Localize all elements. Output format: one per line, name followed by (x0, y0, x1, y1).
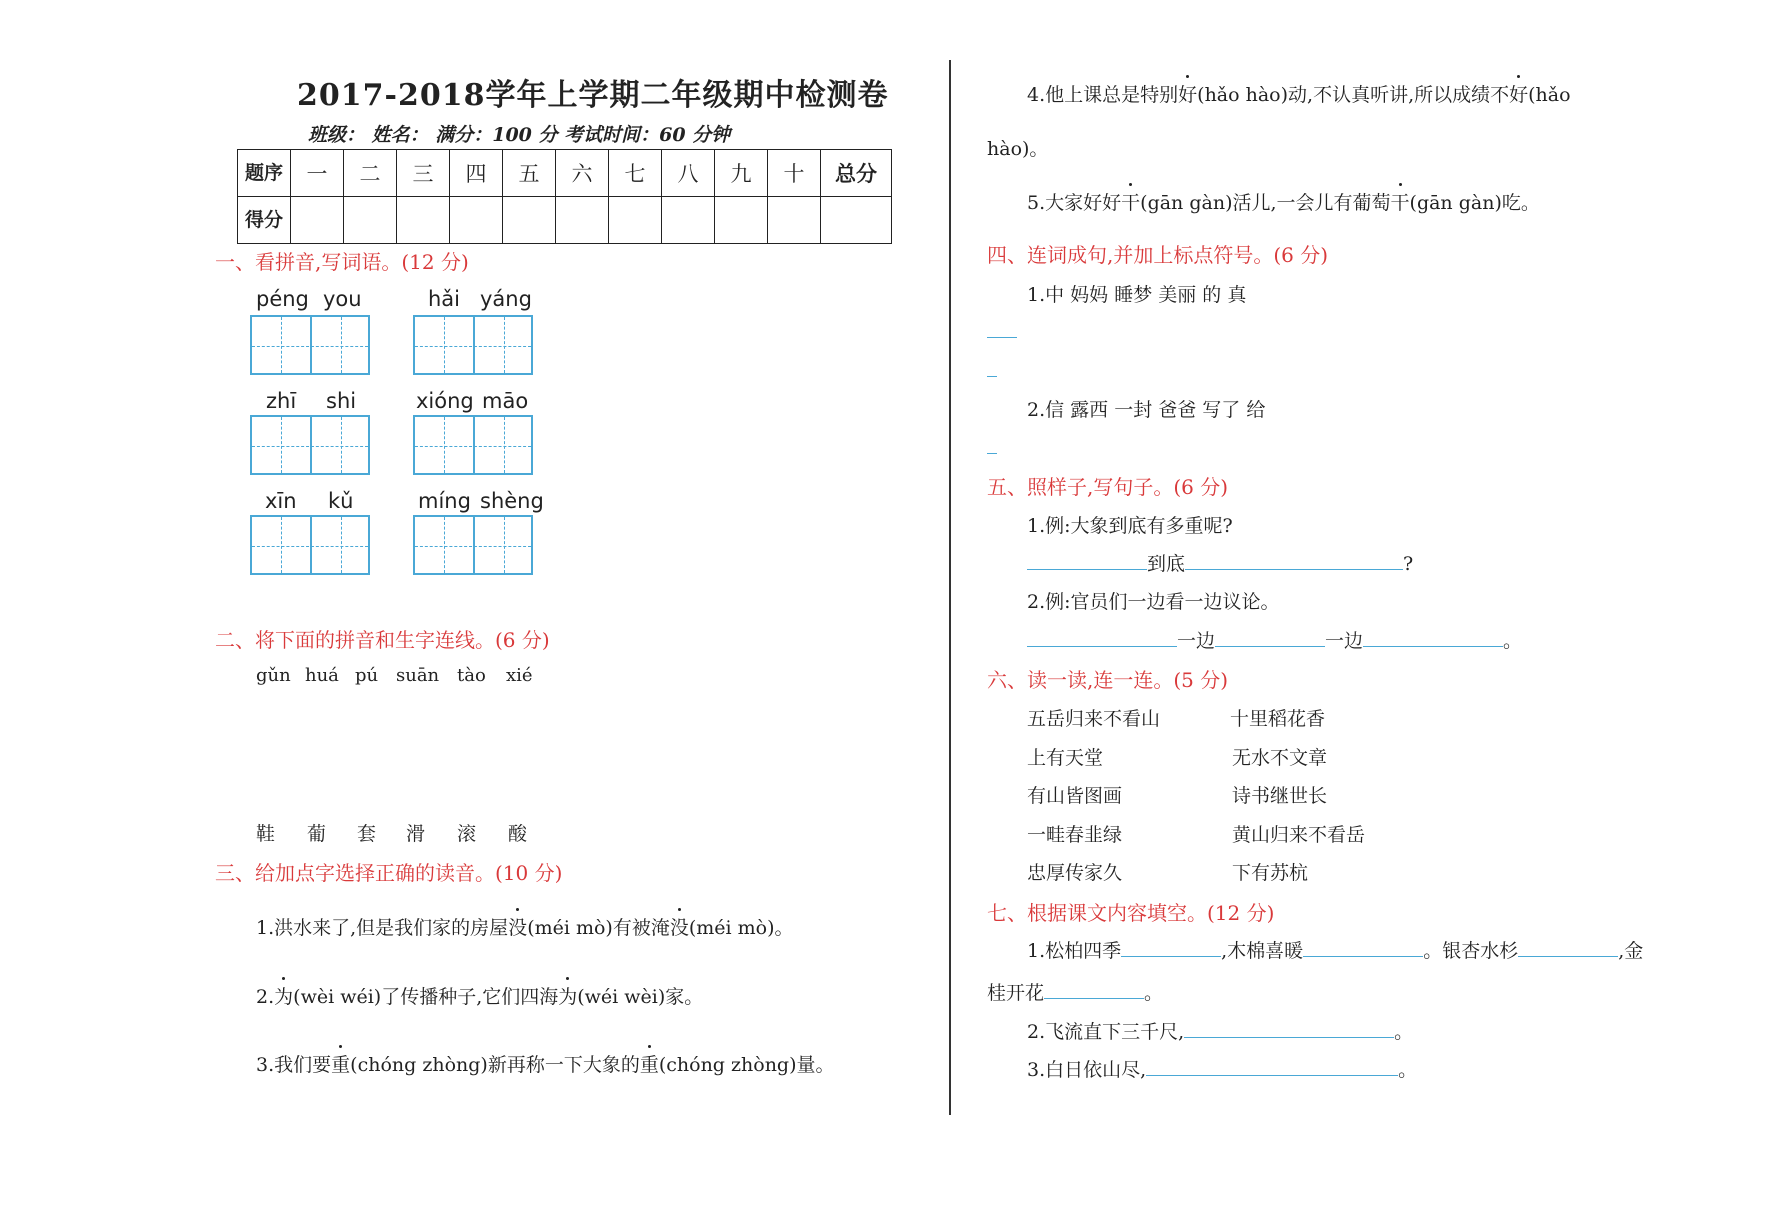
dotted-char: 没 (670, 913, 689, 940)
q-text: (chóng zhòng)量。 (658, 1054, 835, 1076)
pinyin-label: māo (482, 389, 529, 413)
char-item[interactable]: 滑 (406, 823, 426, 845)
question-4-1: 1.中 妈妈 睡梦 美丽 的 真 (1027, 284, 1247, 306)
blank[interactable] (1027, 628, 1177, 647)
q-text: 3.白日依山尽, (1027, 1059, 1147, 1081)
pinyin-item[interactable]: pú (355, 665, 379, 686)
pinyin-label: kǔ (328, 489, 354, 513)
question-7-2 (1027, 1017, 1413, 1044)
score-cell[interactable] (609, 197, 662, 244)
writing-grid[interactable] (250, 315, 370, 375)
question-4-2: 2.信 露西 一封 爸爸 写了 给 (1027, 399, 1266, 421)
answer-line[interactable] (987, 376, 997, 377)
match-right[interactable]: 十里稻花香 (1230, 708, 1326, 730)
score-row1-label: 题序 (238, 150, 291, 197)
dotted-char: 为 (558, 982, 577, 1009)
score-cell[interactable] (715, 197, 768, 244)
q-text: 4.他上课总是特别 (1027, 84, 1179, 106)
char-item[interactable]: 套 (357, 823, 377, 845)
question-3-5 (1027, 188, 1540, 215)
section6-heading: 六、读一读,连一连。(5 分) (987, 668, 1229, 692)
q-text: 5.大家好好 (1027, 192, 1122, 214)
score-cell[interactable] (503, 197, 556, 244)
section4-heading: 四、连词成句,并加上标点符号。(6 分) (987, 243, 1329, 267)
dotted-char: 重 (640, 1050, 659, 1077)
q-text: 3.我们要 (256, 1054, 332, 1076)
blank[interactable] (1215, 628, 1325, 647)
dotted-char: 重 (331, 1050, 350, 1077)
char-item[interactable]: 葡 (307, 823, 327, 845)
answer-line[interactable] (987, 337, 1017, 338)
dotted-char: 为 (274, 982, 293, 1009)
pinyin-item[interactable]: suān (396, 665, 440, 686)
q-text: (wéi wèi)家。 (577, 986, 704, 1008)
pinyin-label: you (323, 287, 362, 311)
question-7-3 (1027, 1055, 1417, 1082)
question-3-1 (256, 913, 794, 940)
writing-grid[interactable] (250, 515, 370, 575)
q-text: 2. (256, 986, 275, 1008)
q-text: 桂开花 (987, 982, 1045, 1004)
score-cell[interactable] (450, 197, 503, 244)
match-right[interactable]: 黄山归来不看岳 (1232, 824, 1366, 846)
q-text: ,木棉喜暖 (1221, 940, 1304, 962)
pinyin-label: péng (256, 287, 309, 311)
score-table (237, 149, 892, 244)
score-col-9: 九 (715, 150, 768, 197)
q-text: 。 (1398, 1059, 1418, 1081)
answer-5-2 (1027, 626, 1522, 653)
score-col-3: 三 (397, 150, 450, 197)
page-title: 2017-2018学年上学期二年级期中检测卷 (297, 78, 889, 113)
blank[interactable] (1303, 938, 1423, 957)
q-text: (wèi wéi)了传播种子,它们四海 (293, 986, 559, 1008)
pinyin-item[interactable]: tào (457, 665, 486, 686)
pinyin-label: zhī (266, 389, 297, 413)
pinyin-label: yáng (480, 287, 532, 311)
pinyin-label: hǎi (428, 287, 461, 311)
pinyin-label: míng (418, 489, 471, 513)
score-col-4: 四 (450, 150, 503, 197)
blank[interactable] (1027, 551, 1147, 570)
score-cell[interactable] (768, 197, 821, 244)
pinyin-item[interactable]: xié (506, 665, 533, 686)
question-3-2 (256, 982, 703, 1009)
q-text: (gān gàn)活儿,一会儿有葡萄 (1140, 192, 1391, 214)
answer-line[interactable] (987, 453, 997, 454)
q-text: 。银杏水杉 (1423, 940, 1519, 962)
pinyin-label: shi (326, 389, 357, 413)
answer-5-1 (1027, 549, 1413, 576)
match-left[interactable]: 一畦春韭绿 (1027, 824, 1123, 846)
blank[interactable] (1363, 628, 1503, 647)
writing-grid[interactable] (413, 515, 533, 575)
section1-heading: 一、看拼音,写词语。(12 分) (215, 250, 469, 274)
q-text: ? (1403, 553, 1414, 575)
pinyin-item[interactable]: gǔn (256, 665, 291, 686)
score-col-2: 二 (344, 150, 397, 197)
match-right[interactable]: 诗书继世长 (1232, 785, 1328, 807)
question-7-1 (1027, 936, 1643, 963)
dotted-char: 好 (1178, 80, 1197, 107)
dotted-char: 好 (1509, 80, 1528, 107)
score-cell[interactable] (344, 197, 397, 244)
match-right[interactable]: 无水不文章 (1232, 747, 1328, 769)
section2-heading: 二、将下面的拼音和生字连线。(6 分) (215, 628, 550, 652)
score-col-total: 总分 (821, 150, 892, 197)
writing-grid[interactable] (413, 315, 533, 375)
dotted-char: 干 (1121, 188, 1140, 215)
q-text: 1.松柏四季 (1027, 940, 1122, 962)
q-text: (chóng zhòng)新再称一下大象的 (350, 1054, 640, 1076)
match-left[interactable]: 上有天堂 (1027, 747, 1104, 769)
pinyin-label: shèng (480, 489, 544, 513)
question-3-4-cont: hào)。 (987, 138, 1049, 160)
match-left[interactable]: 五岳归来不看山 (1027, 708, 1161, 730)
score-cell[interactable] (291, 197, 344, 244)
char-item[interactable]: 滚 (457, 823, 477, 845)
q-text: 一边 (1325, 630, 1364, 652)
blank[interactable] (1185, 551, 1403, 570)
q-text: 。 (1394, 1021, 1414, 1043)
score-cell[interactable] (662, 197, 715, 244)
score-col-7: 七 (609, 150, 662, 197)
column-divider (949, 60, 951, 1115)
pinyin-label: xióng (416, 389, 474, 413)
q-text: (méi mò)有被淹 (527, 917, 670, 939)
score-col-10: 十 (768, 150, 821, 197)
score-cell[interactable] (821, 197, 892, 244)
dotted-char: 干 (1391, 188, 1410, 215)
writing-grid[interactable] (250, 415, 370, 475)
q-text: 。 (1144, 982, 1164, 1004)
match-left[interactable]: 忠厚传家久 (1027, 862, 1123, 884)
writing-grid[interactable] (413, 415, 533, 475)
q-text: (méi mò)。 (688, 917, 794, 939)
q-text: (hǎo (1528, 84, 1571, 106)
section3-heading: 三、给加点字选择正确的读音。(10 分) (215, 861, 563, 885)
blank[interactable] (1146, 1057, 1398, 1076)
question-3-3 (256, 1050, 835, 1077)
score-row2-label: 得分 (238, 197, 291, 244)
pinyin-label: xīn (265, 489, 297, 513)
score-col-5: 五 (503, 150, 556, 197)
score-col-6: 六 (556, 150, 609, 197)
section5-heading: 五、照样子,写句子。(6 分) (987, 475, 1229, 499)
score-col-8: 八 (662, 150, 715, 197)
dotted-char: 没 (508, 913, 527, 940)
q-text: ,金 (1618, 940, 1644, 962)
q-text: 到底 (1147, 553, 1186, 575)
exam-info: 班级： 姓名： 满分：100 分 考试时间：60 分钟 (308, 124, 731, 146)
q-text: 2.飞流直下三千尺, (1027, 1021, 1185, 1043)
pinyin-item[interactable]: huá (305, 665, 339, 686)
question-5-2: 2.例:官员们一边看一边议论。 (1027, 591, 1280, 613)
score-cell[interactable] (397, 197, 450, 244)
blank[interactable] (1518, 938, 1618, 957)
question-5-1: 1.例:大象到底有多重呢? (1027, 515, 1233, 537)
question-3-4 (1027, 80, 1571, 107)
section7-heading: 七、根据课文内容填空。(12 分) (987, 901, 1275, 925)
score-cell[interactable] (556, 197, 609, 244)
score-col-1: 一 (291, 150, 344, 197)
question-7-1-cont (987, 978, 1163, 1005)
match-left[interactable]: 有山皆图画 (1027, 785, 1123, 807)
q-text: 一边 (1177, 630, 1216, 652)
q-text: (gān gàn)吃。 (1409, 192, 1540, 214)
q-text: (hǎo hào)动,不认真听讲,所以成绩不 (1197, 84, 1510, 106)
blank[interactable] (1121, 938, 1221, 957)
char-item[interactable]: 酸 (508, 823, 528, 845)
blank[interactable] (1044, 980, 1144, 999)
char-item[interactable]: 鞋 (256, 823, 276, 845)
q-text: 1.洪水来了,但是我们家的房屋 (256, 917, 509, 939)
match-right[interactable]: 下有苏杭 (1232, 862, 1309, 884)
blank[interactable] (1184, 1019, 1394, 1038)
q-text: 。 (1503, 630, 1523, 652)
